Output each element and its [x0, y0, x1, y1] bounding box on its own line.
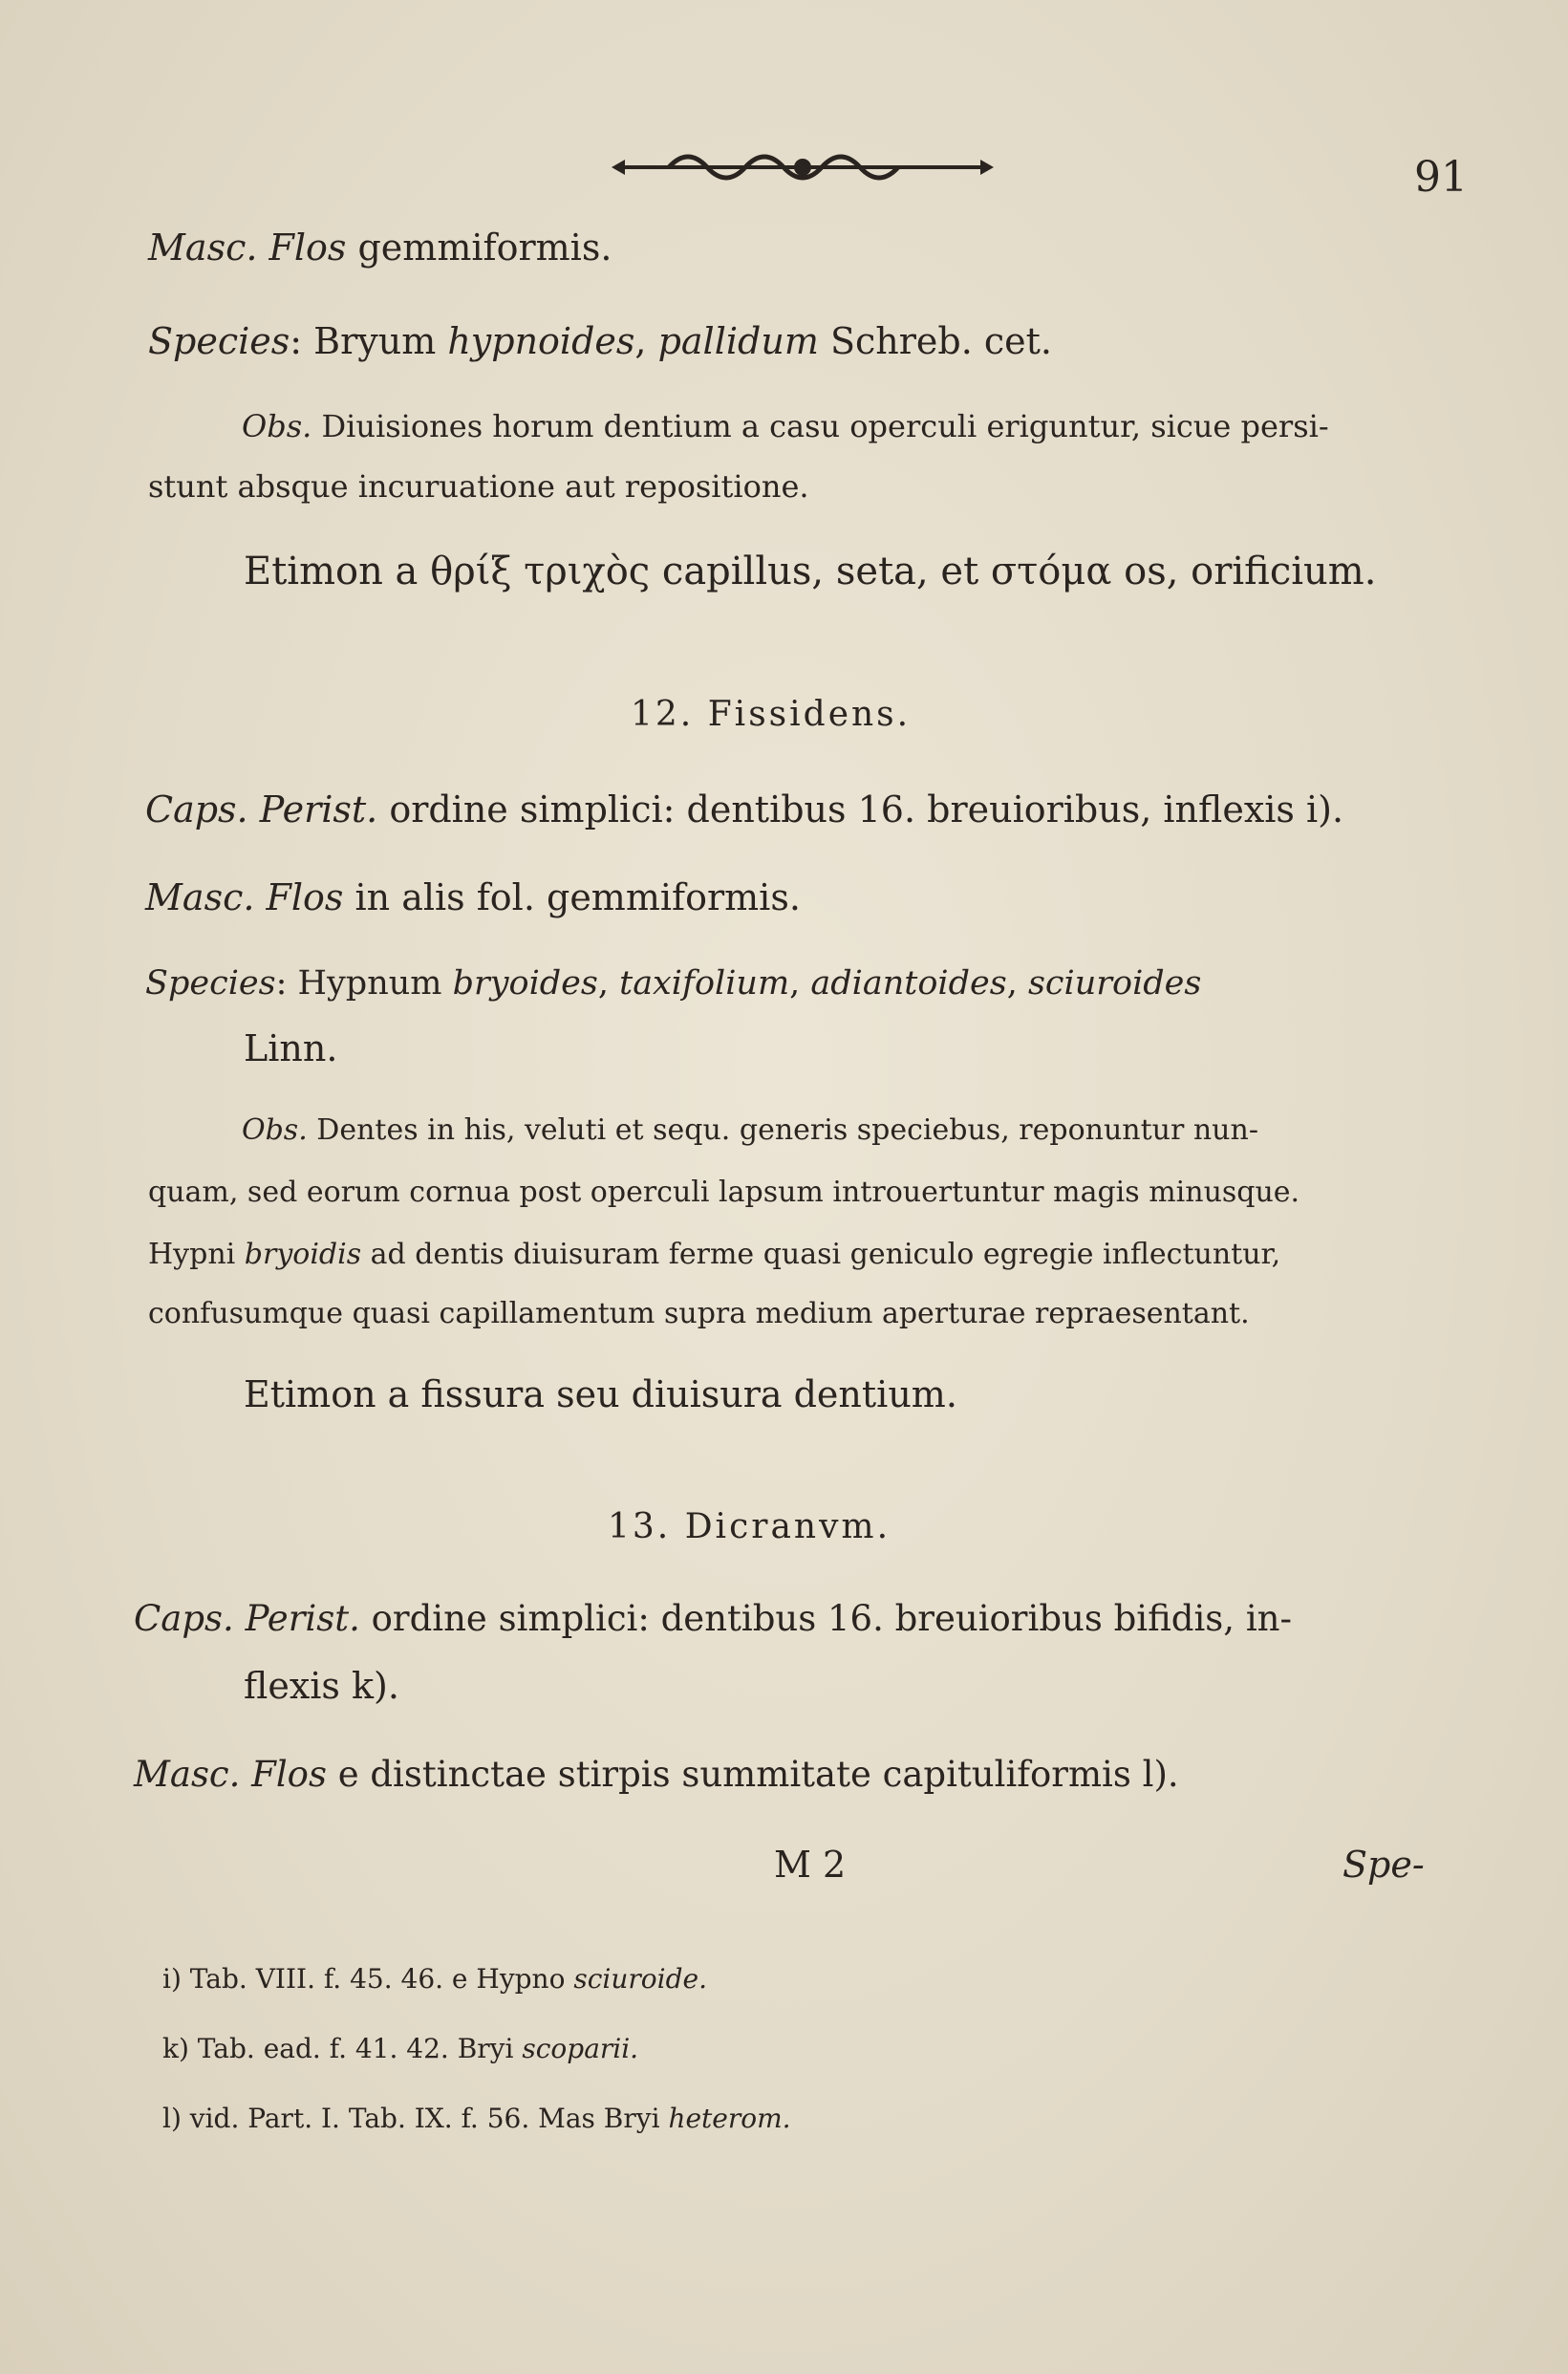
- text-line: Hypni bryoidis ad dentis diuisuram ferme quasi geniculo egregie inflectuntur,: [148, 1238, 1281, 1271]
- text-line: Etimon a θρίξ τριχὸς capillus, seta, et στόμα os, orificium.: [244, 550, 1377, 594]
- page-number: 91: [1414, 153, 1468, 202]
- section-heading: 12. Fissidens.: [631, 695, 912, 734]
- text-line: confusumque quasi capillamentum supra medium aperturae repraesentant.: [148, 1297, 1250, 1330]
- text-line: flexis k).: [244, 1665, 399, 1707]
- text-line: Etimon a fissura seu diuisura dentium.: [244, 1373, 957, 1415]
- text-line: quam, sed eorum cornua post operculi lapsum introuertuntur magis minusque.: [148, 1176, 1300, 1209]
- footnote: k) Tab. ead. f. 41. 42. Bryi scoparii.: [162, 2033, 639, 2064]
- footnote: l) vid. Part. I. Tab. IX. f. 56. Mas Bryi heterom.: [162, 2103, 791, 2134]
- text-line: Masc. Flos e distinctae stirpis summitate capituliformis l).: [134, 1754, 1179, 1795]
- section-heading: 13. Dicranvm.: [608, 1507, 891, 1546]
- text-line: Caps. Perist. ordine simplici: dentibus 16. breuioribus bifidis, in-: [134, 1598, 1292, 1639]
- text-line: Species: Hypnum bryoides, taxifolium, adiantoides, sciuroides: [145, 964, 1202, 1003]
- footnote: i) Tab. VIII. f. 45. 46. e Hypno sciuroide.: [162, 1963, 707, 1995]
- text-line: Caps. Perist. ordine simplici: dentibus 16. breuioribus, inflexis i).: [145, 788, 1344, 831]
- text-line: Obs. Dentes in his, veluti et sequ. generis speciebus, reponuntur nun-: [242, 1113, 1258, 1147]
- catchword: Spe-: [1342, 1844, 1425, 1886]
- headpiece-ornament: [612, 143, 994, 191]
- text-line: Masc. Flos in alis fol. gemmiformis.: [145, 876, 801, 918]
- text-line: stunt absque incuruatione aut repositione.: [148, 468, 809, 505]
- text-line: Obs. Diuisiones horum dentium a casu operculi eriguntur, sicue persi-: [242, 408, 1329, 444]
- text-line: Masc. Flos gemmiformis.: [148, 227, 612, 269]
- signature-mark: M 2: [774, 1844, 847, 1886]
- text-line: Species: Bryum hypnoides, pallidum Schreb. cet.: [148, 320, 1052, 362]
- text-line: Linn.: [244, 1027, 338, 1069]
